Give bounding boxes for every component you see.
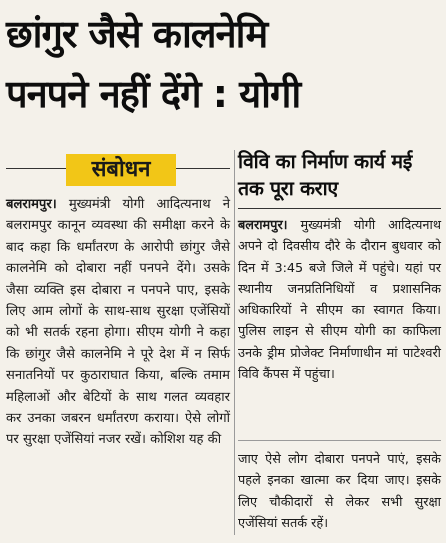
headline-line-1: छांगुर जैसे कालनेमि [6, 12, 268, 56]
left-dateline: बलरामपुर। [6, 197, 57, 212]
continuation-text: जाए ऐसे लोग दोबारा पनपने पाएं, इसके पहले इनका खात्मा कर दिया जाए। इसके लिए चौकीदारों से लेकर सभी सुरक्षा एजेंसियां सतर्क रहें। [238, 452, 441, 531]
right-article-heading: विवि का निर्माण कार्य मई तक पूरा कराए [238, 150, 413, 200]
left-column [6, 148, 230, 451]
right-article-text: मुख्यमंत्री योगी आदित्यनाथ अपने दो दिवसीय दौरे के दौरान बुधवार को दिन में 3:45 बजे जिले में पहुंचे। यहां पर स्थानीय जनप्रतिनिधियों व प्रशासनिक अधिकारियों ने सीएम का स्वागत किया। पुलिस लाइन से सीएम योगी का काफिला उनके ड्रीम प्रोजेक्ट निर्माणाधीन मां पाटेश्वरी विवि कैंपस में पहुंचा। [238, 218, 441, 383]
continuation-block [238, 440, 441, 534]
right-heading-rule [238, 208, 441, 209]
left-article-body [6, 194, 230, 451]
right-column [238, 148, 441, 385]
headline [6, 4, 442, 124]
headline-line-2: पनपने नहीं देंगे : योगी [6, 72, 301, 116]
column-divider [234, 150, 235, 535]
right-dateline: बलरामपुर। [238, 218, 288, 233]
right-article-body [238, 215, 441, 385]
left-article-text: मुख्यमंत्री योगी आदित्यनाथ ने बलरामपुर कानून व्यवस्था की समीक्षा करने के बाद कहा कि धर्मांतरण के आरोपी छांगुर जैसे कालनेमि को दोबारा नहीं पनपने देंगे। उसके जैसा व्यक्ति इस दोबारा न पनपने पाए, इसके लिए आम लोगों के साथ-साथ सुरक्षा एजेंसियों को भी सतर्क रहना होगा। सीएम योगी ने कहा कि छांगुर जैसे कालनेमि ने पूरे देश में न सिर्फ सनातनियों पर कुठाराघात किया, बल्कि तमाम महिलाओं और बेटियों के साथ गलत व्यवहार कर उनका जबरन धर्मांतरण कराया। ऐसे लोगों पर सुरक्षा एजेंसियां नजर रखें। कोशिश यह की [6, 197, 230, 448]
section-tag: संबोधन [66, 154, 176, 186]
continuation-rule [238, 440, 441, 441]
section-tag-row [6, 148, 230, 190]
